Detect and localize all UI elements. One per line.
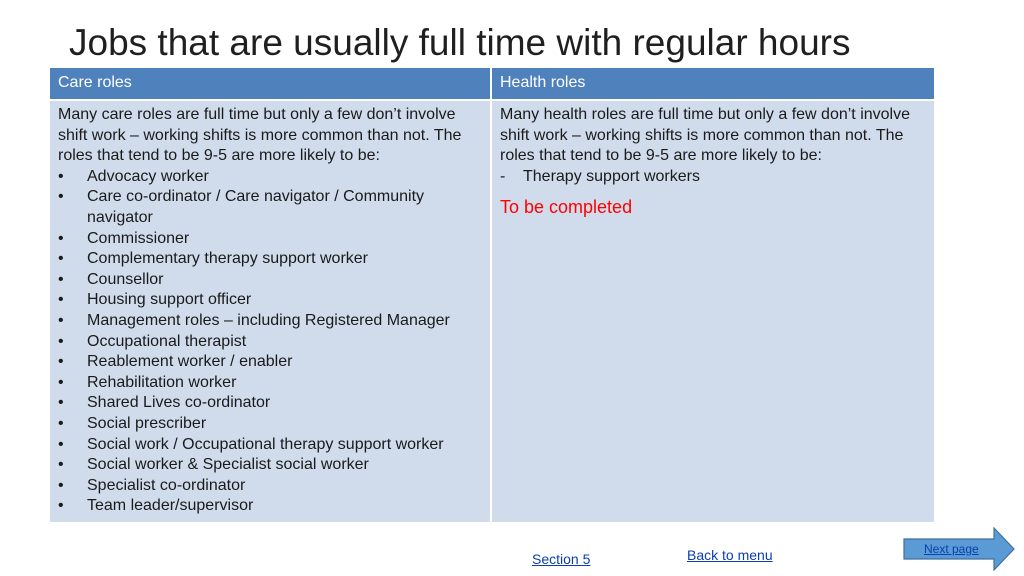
care-role-item xyxy=(58,249,482,270)
bullet-icon: • xyxy=(58,332,64,350)
care-role-text: Management roles – including Registered Manager xyxy=(87,311,450,329)
care-role-text: Rehabilitation worker xyxy=(87,373,237,391)
care-role-text: Complementary therapy support worker xyxy=(87,250,369,268)
bullet-icon: • xyxy=(58,250,64,268)
bullet-icon: • xyxy=(58,311,64,329)
care-role-item xyxy=(58,435,482,456)
to-be-completed-note: To be completed xyxy=(500,197,633,218)
health-role-item xyxy=(500,167,926,188)
bullet-icon: • xyxy=(58,476,64,494)
bullet-icon: • xyxy=(58,167,64,185)
bullet-icon: • xyxy=(58,373,64,391)
care-role-text: Shared Lives co-ordinator xyxy=(87,394,271,412)
care-role-text: Social work / Occupational therapy support worker xyxy=(87,435,444,453)
bullet-icon: • xyxy=(58,188,64,206)
care-role-item xyxy=(58,414,482,435)
bullet-icon: • xyxy=(58,353,64,371)
care-roles-intro: Many care roles are full time but only a few don’t involve shift work – working shifts is more common than not. The roles that tend to be 9-5 are more likely to be: xyxy=(58,106,462,165)
care-role-text: Reablement worker / enabler xyxy=(87,353,293,371)
care-role-text: Occupational therapist xyxy=(87,332,247,350)
care-role-text: Care co-ordinator / Care navigator / Community navigator xyxy=(87,188,425,226)
care-role-item xyxy=(58,229,482,250)
care-role-text: Team leader/supervisor xyxy=(87,497,254,515)
care-role-text: Social worker & Specialist social worker xyxy=(87,456,369,474)
care-role-item xyxy=(58,373,482,394)
health-roles-list xyxy=(500,167,926,188)
care-role-item xyxy=(58,290,482,311)
care-roles-header: Care roles xyxy=(50,68,492,99)
health-roles-header: Health roles xyxy=(492,68,934,99)
bullet-icon: • xyxy=(58,497,64,515)
bullet-icon: • xyxy=(58,229,64,247)
bullet-icon: • xyxy=(58,291,64,309)
care-role-item xyxy=(58,476,482,497)
care-role-item xyxy=(58,393,482,414)
roles-table xyxy=(50,68,934,522)
care-role-text: Specialist co-ordinator xyxy=(87,476,246,494)
next-page-label: Next page xyxy=(924,542,979,556)
care-role-text: Housing support officer xyxy=(87,291,252,309)
care-role-item xyxy=(58,455,482,476)
care-role-item xyxy=(58,352,482,373)
health-role-text: Therapy support workers xyxy=(523,167,700,185)
next-page-button[interactable] xyxy=(902,527,1016,571)
care-role-text: Counsellor xyxy=(87,270,164,288)
health-roles-cell xyxy=(492,99,934,522)
bullet-icon: • xyxy=(58,456,64,474)
bullet-icon: • xyxy=(58,394,64,412)
care-role-text: Advocacy worker xyxy=(87,167,209,185)
care-role-text: Commissioner xyxy=(87,229,190,247)
care-role-item xyxy=(58,496,482,517)
back-to-menu-link[interactable]: Back to menu xyxy=(687,547,773,563)
care-role-item xyxy=(58,270,482,291)
health-roles-intro: Many health roles are full time but only a few don’t involve shift work – working shifts is more common than not. The roles that tend to be 9-5 are more likely to be: xyxy=(500,106,910,165)
care-role-item xyxy=(58,332,482,353)
dash-icon: - xyxy=(500,167,506,185)
care-role-text: Social prescriber xyxy=(87,414,207,432)
page-title: Jobs that are usually full time with regular hours xyxy=(69,22,851,63)
bullet-icon: • xyxy=(58,414,64,432)
care-role-item xyxy=(58,167,482,188)
section-5-link[interactable]: Section 5 xyxy=(532,551,591,567)
care-role-item xyxy=(58,311,482,332)
care-roles-cell xyxy=(50,99,492,522)
care-roles-list xyxy=(58,167,482,517)
bullet-icon: • xyxy=(58,435,64,453)
bullet-icon: • xyxy=(58,270,64,288)
care-role-item xyxy=(58,187,482,228)
